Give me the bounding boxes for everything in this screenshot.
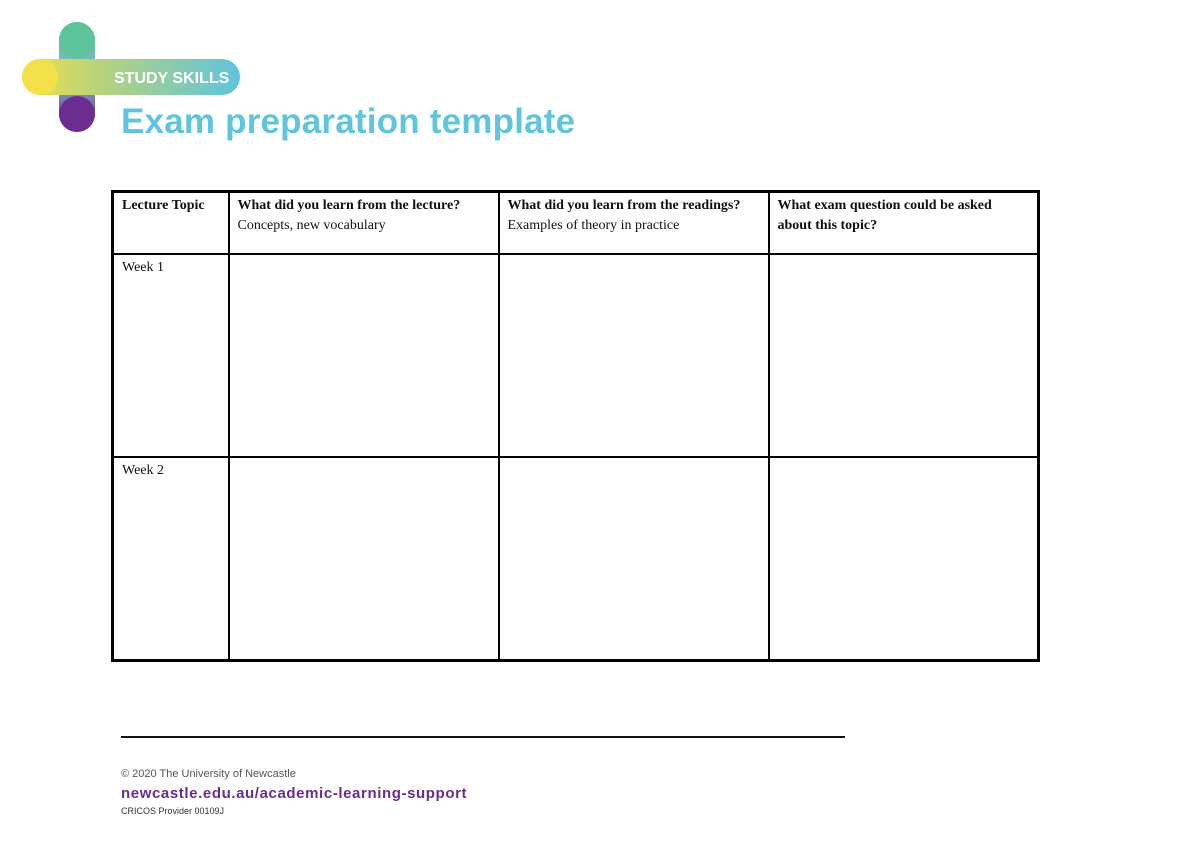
page-title: Exam preparation template [121,102,576,141]
exam-question-cell[interactable] [769,457,1039,661]
exam-prep-table [111,190,1040,662]
readings-notes-cell[interactable] [499,254,769,457]
week-label: Week 2 [113,457,229,661]
readings-notes-cell[interactable] [499,457,769,661]
header-lecture-topic: Lecture Topic [113,192,229,255]
logo-text: STUDY SKILLS [114,70,230,87]
header-lecture-learning: What did you learn from the lecture? Concepts, new vocabulary [229,192,499,255]
table-row-week-2 [113,457,1039,661]
header-lecture-subtitle: Concepts, new vocabulary [237,218,386,233]
table-row-week-1 [113,254,1039,457]
cricos-provider: CRICOS Provider 00109J [121,806,225,816]
footer-divider [121,736,845,738]
header-readings-learning: What did you learn from the readings? Examples of theory in practice [499,192,769,255]
lecture-notes-cell[interactable] [229,457,499,661]
exam-question-cell[interactable] [769,254,1039,457]
lecture-notes-cell[interactable] [229,254,499,457]
header-exam-question: What exam question could be asked about this topic? [769,192,1039,255]
header-readings-subtitle: Examples of theory in practice [507,218,680,233]
copyright-text: © 2020 The University of Newcastle [121,768,296,780]
week-label: Week 1 [113,254,229,457]
support-link[interactable]: newcastle.edu.au/academic-learning-support [121,785,468,802]
table-header-row [113,192,1039,255]
